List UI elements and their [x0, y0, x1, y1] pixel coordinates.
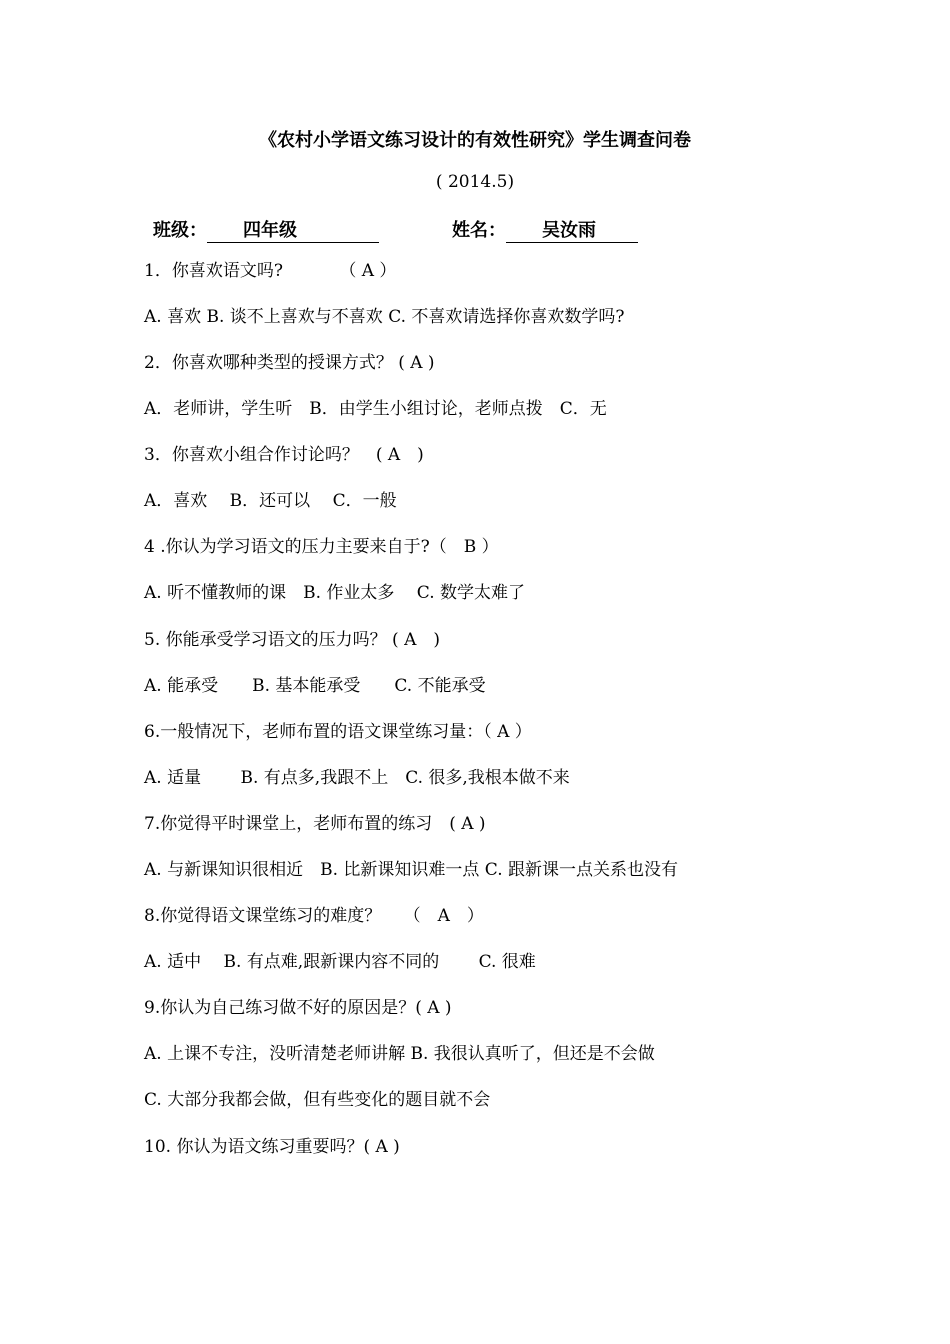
class-label: 班级：: [153, 220, 207, 241]
question-5: 5. 你能承受学习语文的压力吗？ ( A ): [144, 630, 440, 650]
document-title: 《农村小学语文练习设计的有效性研究》学生调查问卷: [259, 130, 691, 151]
question-7-options: A. 与新课知识很相近 B. 比新课知识难一点 C. 跟新课一点关系也没有: [144, 860, 678, 880]
question-6-options: A. 适量 B. 有点多,我跟不上 C. 很多,我根本做不来: [144, 768, 570, 788]
question-9-options-c: C. 大部分我都会做，但有些变化的题目就不会: [144, 1090, 491, 1110]
class-value: 四年级: [207, 220, 379, 243]
question-4-options: A. 听不懂教师的课 B. 作业太多 C. 数学太难了: [144, 583, 525, 603]
question-3: 3．你喜欢小组合作讨论吗？ ( A ): [144, 445, 424, 465]
name-field: [452, 216, 638, 243]
question-9-options-a-b: A. 上课不专注，没听清楚老师讲解 B. 我很认真听了，但还是不会做: [144, 1044, 655, 1064]
question-2-options: A．老师讲，学生听 B．由学生小组讨论，老师点拨 C．无: [144, 399, 607, 419]
question-1-options: A. 喜欢 B. 谈不上喜欢与不喜欢 C. 不喜欢请选择你喜欢数学吗?: [144, 307, 625, 327]
question-8-options: A. 适中 B. 有点难,跟新课内容不同的 C. 很难: [144, 952, 536, 972]
question-2: 2．你喜欢哪种类型的授课方式？ ( A ): [144, 353, 435, 373]
class-field: [153, 216, 379, 243]
document-date: ( 2014.5): [435, 172, 515, 192]
name-value: 吴汝雨: [506, 220, 638, 243]
question-1: 1．你喜欢语文吗? （ A ）: [144, 261, 397, 281]
question-8: 8.你觉得语文课堂练习的难度？ （ A ）: [144, 906, 484, 926]
question-10: 10. 你认为语文练习重要吗？( A ): [144, 1137, 400, 1157]
question-6: 6.一般情况下，老师布置的语文课堂练习量：（ A ）: [144, 722, 532, 742]
name-label: 姓名：: [452, 220, 506, 241]
question-3-options: A．喜欢 B．还可以 C．一般: [144, 491, 397, 511]
question-7: 7.你觉得平时课堂上，老师布置的练习 ( A ): [144, 814, 486, 834]
question-4: 4 .你认为学习语文的压力主要来自于?（ B ）: [144, 537, 499, 557]
question-9: 9.你认为自己练习做不好的原因是？( A ): [144, 998, 452, 1018]
question-5-options: A. 能承受 B. 基本能承受 C. 不能承受: [144, 676, 486, 696]
